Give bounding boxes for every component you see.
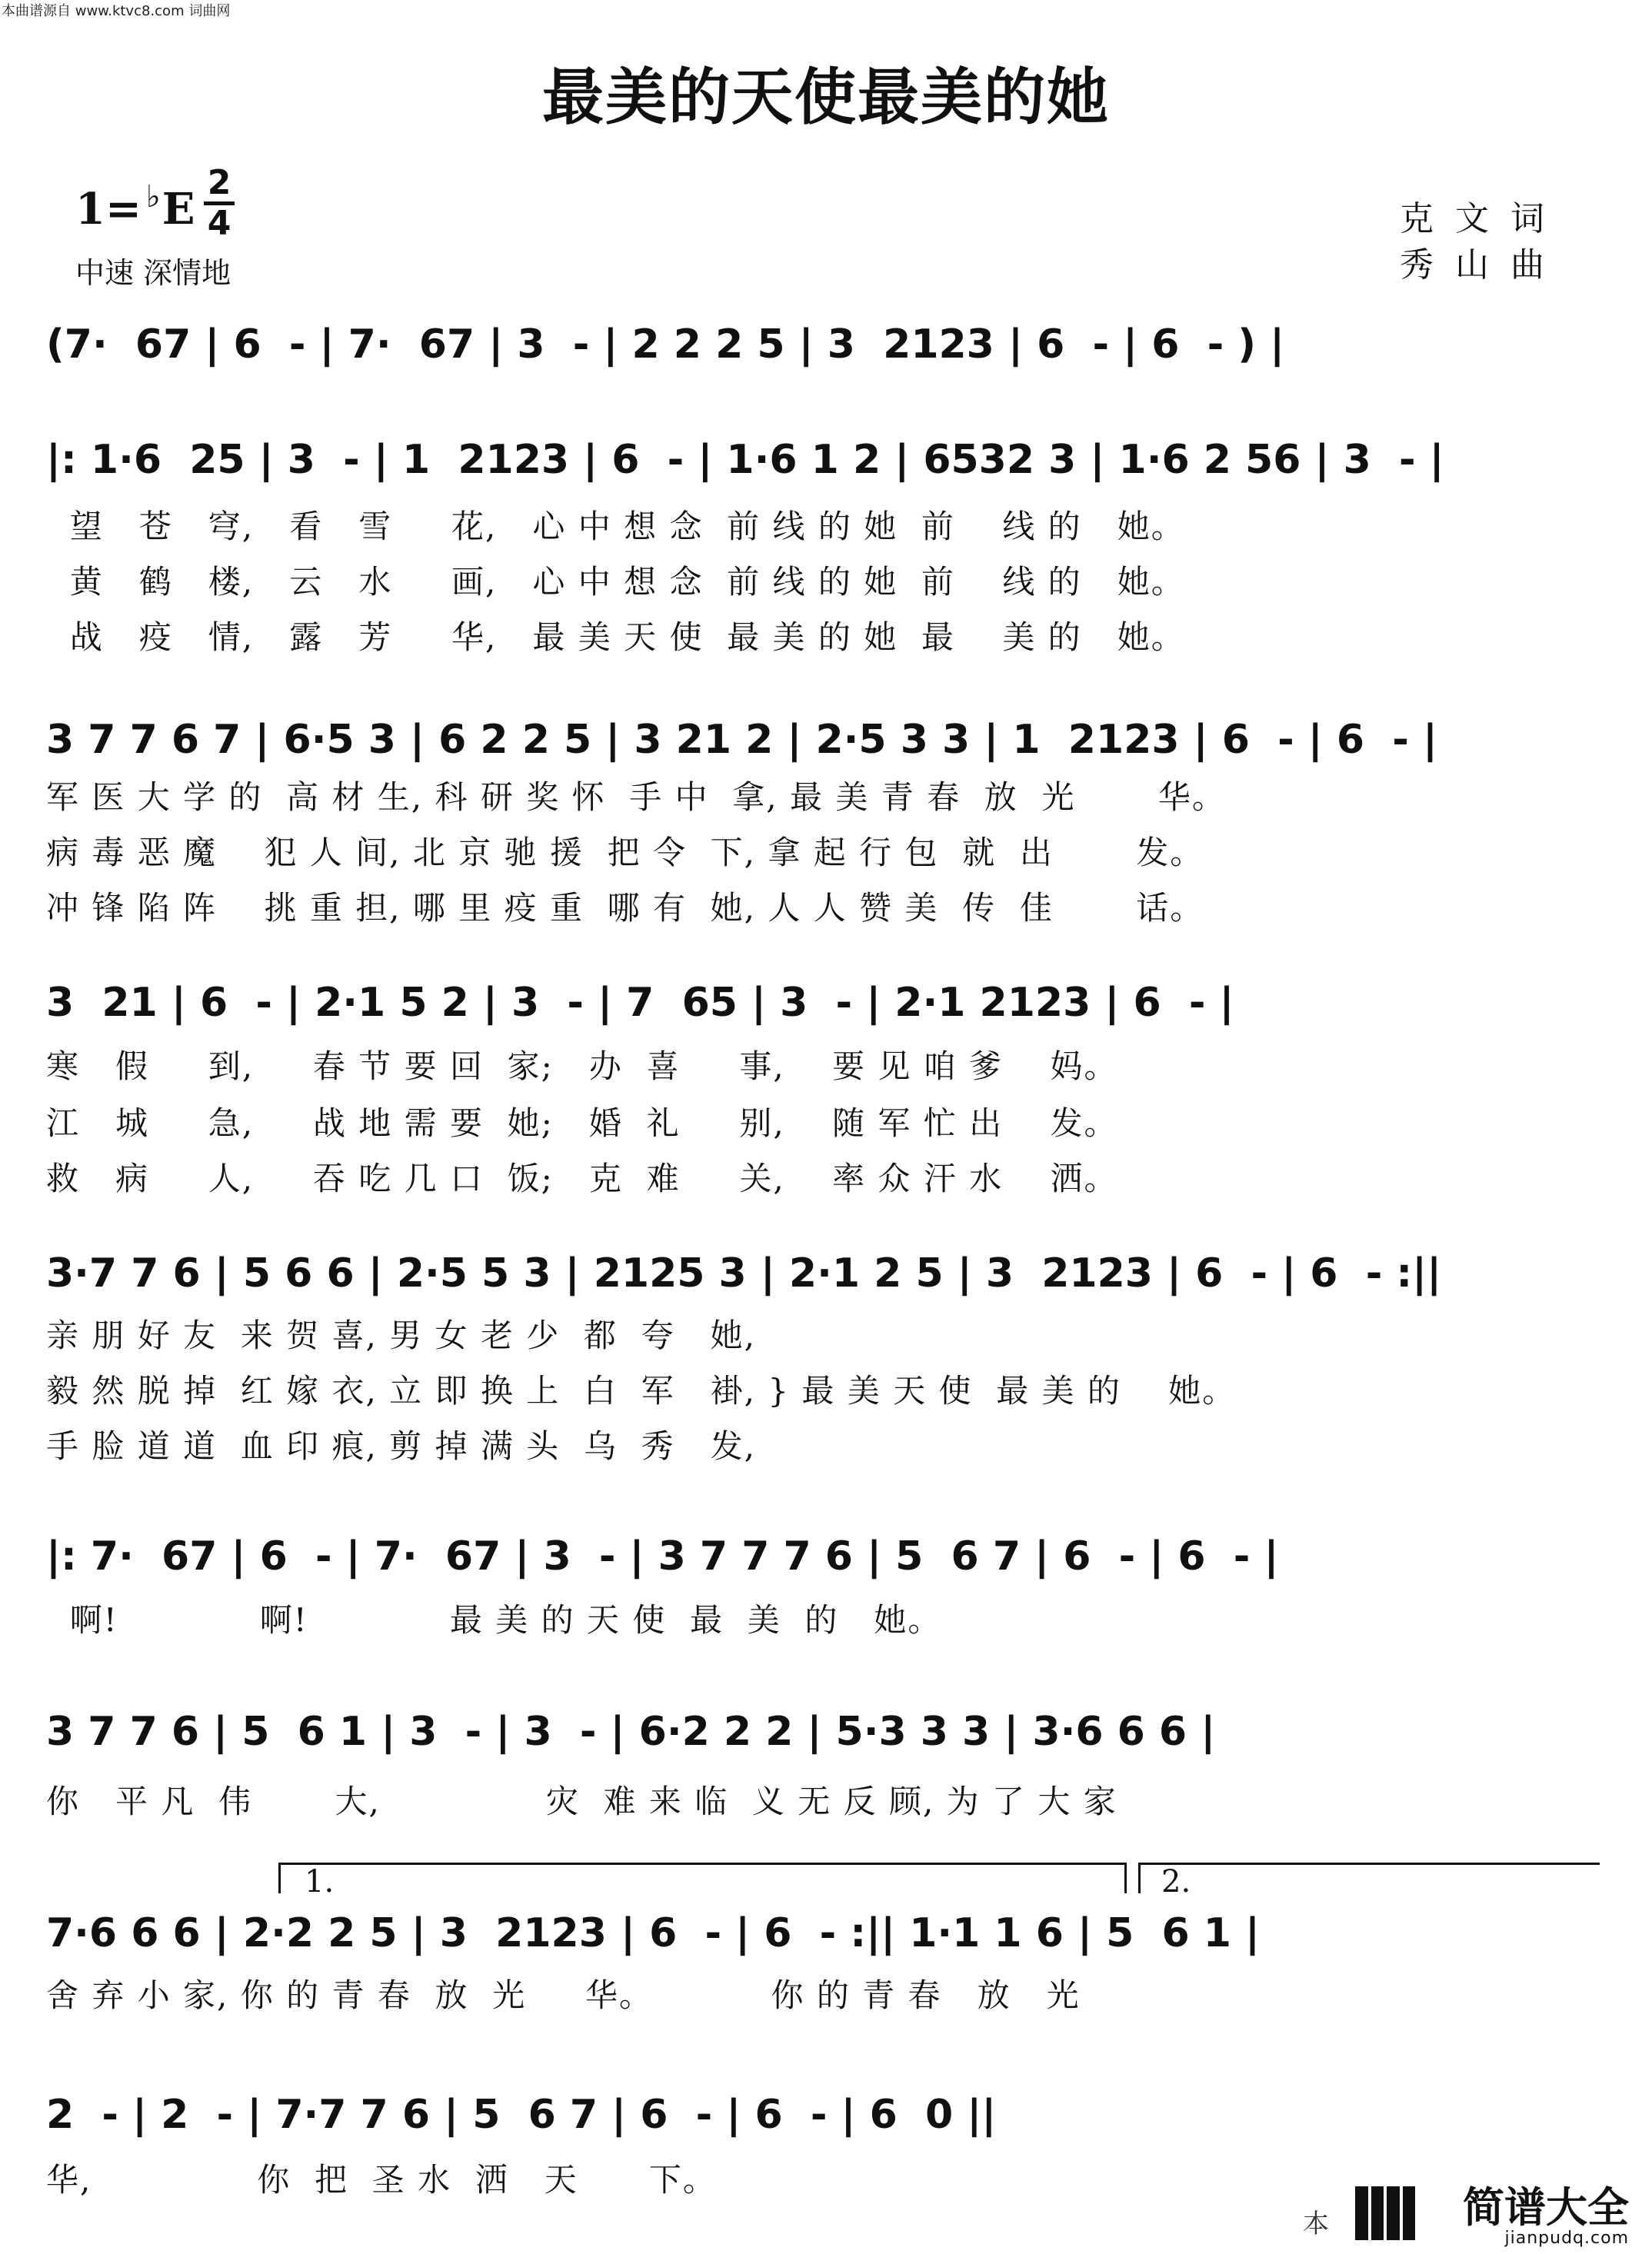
- lyric-line-7-1: 你 平 凡 伟 大, 灾 难 来 临 义 无 反 顾, 为 了 大 家: [46, 1783, 1117, 1820]
- lyric-line-3-1: 军 医 大 学 的 高 材 生, 科 研 奖 怀 手 中 拿, 最 美 青 春 放 光 华。: [46, 778, 1226, 816]
- lyric-line-4-1: 寒 假 到, 春 节 要 回 家; 办 喜 事, 要 见 咱 爹 妈。: [46, 1047, 1118, 1085]
- time-signature: [204, 163, 235, 243]
- song-title: 最美的天使最美的她: [542, 61, 1110, 133]
- key-note: E: [162, 184, 195, 235]
- volta-label-1: 1.: [305, 1864, 335, 1899]
- volta-bracket-1-tick: [278, 1863, 281, 1893]
- lyric-line-6-1: 啊! 啊! 最 美 的 天 使 最 美 的 她。: [46, 1601, 942, 1639]
- composer-credit: 秀山曲: [1400, 245, 1566, 285]
- staff-line-2: |: 1·6 25 | 3 - | 1 2123 | 6 - | 1·6 1 2 | 6532 3 | 1·6 2 56 | 3 - |: [46, 437, 1444, 483]
- lyric-line-5-2: 毅 然 脱 掉 红 嫁 衣, 立 即 换 上 白 军 褂, } 最 美 天 使 最 美 的 她。: [46, 1372, 1237, 1410]
- volta-bracket-1-end-tick: [1124, 1863, 1127, 1893]
- lyric-line-8-1: 舍 弃 小 家, 你 的 青 春 放 光 华。 你 的 青 春 放 光: [46, 1976, 1081, 2014]
- lyric-line-2-3: 战 疫 情, 露 芳 华, 最 美 天 使 最 美 的 她 最 美 的 她。: [46, 618, 1185, 656]
- flat-sign: ♭: [145, 178, 161, 215]
- brand-mark: 本: [1303, 2209, 1329, 2239]
- meter-top: 2: [207, 163, 231, 202]
- volta-bracket-2-tick: [1138, 1863, 1141, 1893]
- staff-line-1: (7· 67 | 6 - | 7· 67 | 3 - | 2 2 2 5 | 3 2123 | 6 - | 6 - ) |: [46, 321, 1285, 368]
- lyric-line-3-3: 冲 锋 陷 阵 挑 重 担, 哪 里 疫 重 哪 有 她, 人 人 赞 美 传 佳 话。: [46, 889, 1204, 927]
- staff-line-7: 3 7 7 6 | 5 6 1 | 3 - | 3 - | 6·2 2 2 | 5·3 3 3 | 3·6 6 6 |: [46, 1709, 1216, 1755]
- lyric-line-9-1: 华, 你 把 圣 水 洒 天 下。: [46, 2161, 717, 2199]
- staff-line-6: |: 7· 67 | 6 - | 7· 67 | 3 - | 3 7 7 7 6 | 5 6 7 | 6 - | 6 - |: [46, 1533, 1279, 1580]
- staff-line-9: 2 - | 2 - | 7·7 7 6 | 5 6 7 | 6 - | 6 - | 6 0 ||: [46, 2092, 997, 2138]
- staff-line-8: 7·6 6 6 | 2·2 2 5 | 3 2123 | 6 - | 6 - :|| 1·1 1 6 | 5 6 1 |: [46, 1910, 1261, 1956]
- meter-bottom: 4: [207, 204, 231, 243]
- brand-domain: jianpudq.com: [1504, 2229, 1629, 2248]
- lyric-line-2-2: 黄 鹤 楼, 云 水 画, 心 中 想 念 前 线 的 她 前 线 的 她。: [46, 563, 1185, 601]
- lyric-line-5-3: 手 脸 道 道 血 印 痕, 剪 掉 满 头 乌 秀 发,: [46, 1427, 757, 1465]
- lyric-line-4-3: 救 病 人, 吞 吃 几 口 饭; 克 难 关, 率 众 汗 水 洒。: [46, 1160, 1118, 1197]
- staff-line-3: 3 7 7 6 7 | 6·5 3 | 6 2 2 5 | 3 21 2 | 2·5 3 3 | 1 2123 | 6 - | 6 - |: [46, 717, 1437, 763]
- key-prefix: 1=: [75, 184, 142, 235]
- piano-logo-icon: [1355, 2186, 1415, 2240]
- volta-bracket-2: [1138, 1863, 1600, 1865]
- source-note: 本曲谱源自 www.ktvc8.com 词曲网: [2, 3, 231, 19]
- tempo-marking: 中速 深情地: [75, 256, 231, 290]
- lyricist-credit: 克文词: [1400, 199, 1566, 238]
- staff-line-4: 3 21 | 6 - | 2·1 5 2 | 3 - | 7 65 | 3 - | 2·1 2123 | 6 - |: [46, 980, 1234, 1026]
- volta-label-2: 2.: [1161, 1864, 1191, 1899]
- brand-watermark: [1463, 2183, 1629, 2248]
- lyric-line-3-2: 病 毒 恶 魔 犯 人 间, 北 京 驰 援 把 令 下, 拿 起 行 包 就 出 发。: [46, 834, 1204, 871]
- lyric-line-5-1: 亲 朋 好 友 来 贺 喜, 男 女 老 少 都 夸 她,: [46, 1317, 757, 1354]
- brand-name: 简谱大全: [1463, 2183, 1629, 2232]
- staff-line-5: 3·7 7 6 | 5 6 6 | 2·5 5 3 | 2125 3 | 2·1 2 5 | 3 2123 | 6 - | 6 - :||: [46, 1250, 1442, 1297]
- key-signature: [75, 178, 195, 235]
- lyric-line-4-2: 江 城 急, 战 地 需 要 她; 婚 礼 别, 随 军 忙 出 发。: [46, 1104, 1118, 1142]
- lyric-line-2-1: 望 苍 穹, 看 雪 花, 心 中 想 念 前 线 的 她 前 线 的 她。: [46, 508, 1185, 545]
- volta-bracket-1: [278, 1863, 1126, 1865]
